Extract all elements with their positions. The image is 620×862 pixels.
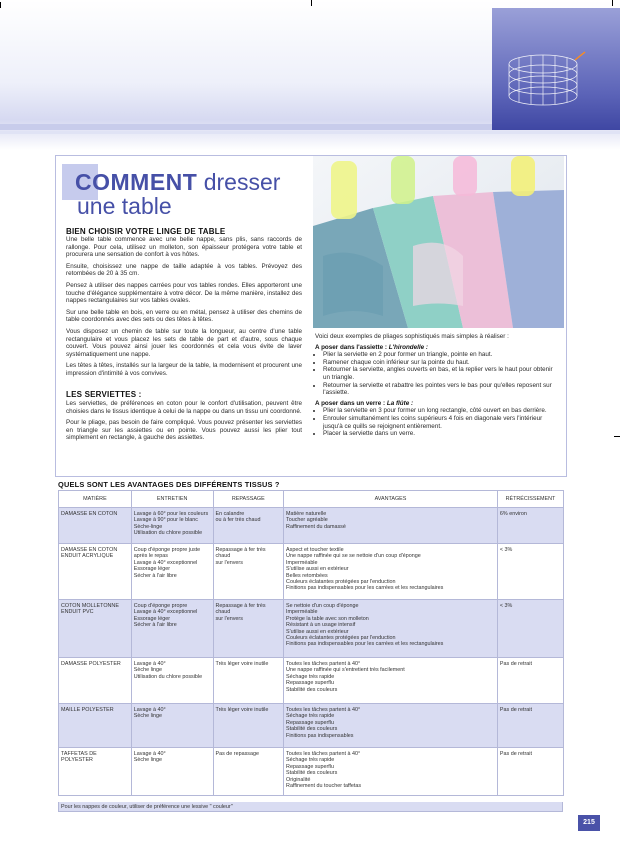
table-cell-repassage: Repassage à fer très chaud sur l'envers — [213, 600, 284, 658]
table-row — [59, 508, 564, 544]
section1-heading: BIEN CHOISIR VOTRE LINGE DE TABLE — [66, 227, 226, 236]
step-item: • Retourner la serviette et rabattre les pointes vers le bas pour qu'elles reposent sur l'assiette. — [323, 382, 561, 397]
table-cell-matiere: TAFFETAS DE POLYESTER — [59, 748, 132, 796]
glass-fold-name: La flûte : — [386, 399, 414, 407]
section2-body — [66, 400, 302, 446]
table-cell-retrecissement: 6% environ — [497, 508, 563, 544]
col-header: MATIÈRE — [59, 491, 132, 508]
paragraph: Les têtes à têtes, installés sur la largeur de la table, la modernisent et procurent une impression d'intimité à vos convives. — [66, 362, 302, 377]
table-cell-avantages: Matière naturelle Toucher agréable Raffinement du damassé — [284, 508, 498, 544]
glass-fold-steps — [315, 407, 561, 437]
table-cell-matiere: COTON MOLLETONNE ENDUIT PVC — [59, 600, 132, 658]
paragraph: Sur une belle table en bois, en verre ou en métal, pensez à utiliser des chemins de table coordonnés avec des sets ou des têtes à têtes. — [66, 308, 302, 324]
table-cell-matiere: DAMASSE EN COTON — [59, 508, 132, 544]
table-cell-retrecissement: Pas de retrait — [497, 748, 563, 796]
plate-fold-steps — [315, 351, 561, 397]
table-cell-retrecissement: Pas de retrait — [497, 704, 563, 748]
table-row — [59, 704, 564, 748]
step-item: • Retourner la serviette, angles ouverts en bas, et la replier vers le haut pour obtenir un triangle. — [323, 366, 561, 381]
table-cell-repassage: Très léger voire inutile — [213, 704, 284, 748]
crop-mark — [612, 0, 613, 6]
paragraph: Pour le pliage, pas besoin de faire compliqué. Vous pouvez présenter les serviettes en triangle sur les assiettes ou en pointe. Vous pouvez aussi les plier tout simplement en rectangle, à gauche des assiettes. — [66, 419, 302, 442]
table-cell-avantages: Toutes les tâches partent à 40° Une nappe raffinée qui s'entretient très facilement Séchage très rapide Repassage superflu Stabilité des couleurs — [284, 658, 498, 704]
paragraph: Une belle table commence avec une belle nappe, sans plis, sans raccords de rallonge. Pour cela, utilisez un molleton, son épaisseur protégera votre table et procurera une sensation de confort à vos hôtes. — [66, 236, 302, 259]
crop-mark — [0, 2, 1, 8]
table-cell-entretien: Coup d'éponge propre juste après le repas Lavage à 40° exceptionnel Essorage léger Sécher à l'air libre — [131, 544, 213, 600]
table-cell-entretien: Lavage à 60° pour les couleurs Lavage à 90° pour le blanc Sèche-linge Utilisation du chlore possible — [131, 508, 213, 544]
col-header: REPASSAGE — [213, 491, 284, 508]
paragraph: Pensez à utiliser des nappes carrées pour vos tables rondes. Elles apporteront une touche d'élégance supplémentaire à votre décor. De la même manière, installez des nappes rectangulaires sur vos tables ovales. — [66, 281, 302, 305]
section2-heading: LES SERVIETTES : — [66, 390, 142, 399]
crop-mark — [311, 0, 312, 6]
banner-stripe — [0, 131, 620, 134]
paragraph: Ensuite, choisissez une nappe de taille adaptée à vos tables. Prévoyez des retombées de 20 à 35 cm. — [66, 262, 302, 278]
title-strong: COMMENT — [75, 169, 198, 195]
fabric-comparison-table — [58, 490, 564, 796]
table-header-row — [59, 491, 564, 508]
plate-fold-prefix: A poser dans l'assiette : — [315, 343, 389, 351]
col-header: ENTRETIEN — [131, 491, 213, 508]
page-number: 215 — [578, 815, 600, 831]
plate-fold-name: L'hirondelle : — [388, 343, 428, 351]
step-item: • Placer la serviette dans un verre. — [323, 430, 561, 438]
table-cell-repassage: Repassage à fer très chaud sur l'envers — [213, 544, 284, 600]
fabric-table-title: QUELS SONT LES AVANTAGES DES DIFFÉRENTS TISSUS ? — [58, 480, 280, 489]
step-item: • Enrouler simultanément les coins supérieurs 4 fois en diagonale vers l'intérieur jusqu'à ce quills se rejoignent entièrement. — [323, 415, 561, 430]
table-cell-matiere: DAMASSE POLYESTER — [59, 658, 132, 704]
table-cell-repassage: En calandre ou à fer très chaud — [213, 508, 284, 544]
plate-fold-heading — [315, 344, 561, 352]
table-row — [59, 748, 564, 796]
col-header: RÉTRÉCISSEMENT — [497, 491, 563, 508]
table-cell-avantages: Se nettoie d'un coup d'éponge Imperméable Protège la table avec son molleton Résistant à un usage intensif S'utilise aussi en extérieur Couleurs éclatantes protégées par l'enduction Finitions pas indispensables pour les carrées et les rectangulaires — [284, 600, 498, 658]
table-cell-entretien: Lavage à 40° Sèche linge — [131, 748, 213, 796]
table-row — [59, 600, 564, 658]
step-item: • Ramener chaque coin inférieur sur la pointe du haut. — [323, 359, 561, 367]
table-cell-retrecissement: < 3% — [497, 544, 563, 600]
table-cell-entretien: Coup d'éponge propre Lavage à 40° exceptionnel Essorage léger Sécher à l'air libre — [131, 600, 213, 658]
paragraph: Vous disposez un chemin de table sur toute la longueur, au centre d'une table rectangulaire et vous placez les sets de table de part et d'autre, sous chaque couvert. Vous pouvez ainsi jouer les coordonnés et cela vous évite de laver systématiquement une nappe. — [66, 327, 302, 358]
paragraph: Les serviettes, de préférences en coton pour le confort d'utilisation, peuvent être choisies dans le tissus identique à celui de la nappe ou dans un tissu uni coordonné. — [66, 400, 302, 415]
table-cell-avantages: Toutes les tâches partent à 40° Séchage très rapide Repassage superflu Stabilité des couleurs Finitions pas indispensables — [284, 704, 498, 748]
table-cell-avantages: Aspect et toucher textile Une nappe raffinée qui se se nettoie d'un coup d'éponge Imperméable S'utilise aussi en extérieur Belles retombées Couleurs éclatantes protégées par l'enduction Finitions pas indispensables pour les carrées et les rectangulaires — [284, 544, 498, 600]
step-item: • Plier la serviette en 3 pour former un long rectangle, côté ouvert en bas derrière. — [323, 407, 561, 415]
folding-instructions — [315, 333, 561, 438]
table-row — [59, 544, 564, 600]
glass-fold-prefix: A poser dans un verre : — [315, 399, 387, 407]
section1-body — [66, 236, 302, 382]
col-header: AVANTAGES — [284, 491, 498, 508]
crop-mark — [614, 436, 620, 437]
title-rest: dresser — [197, 169, 281, 195]
napkins-photo — [313, 156, 564, 328]
table-cell-repassage: Très léger voire inutile — [213, 658, 284, 704]
folding-intro: Voici deux exemples de pliages sophistiqués mais simples à réaliser : — [315, 333, 509, 340]
table-cell-entretien: Lavage à 40° Sèche linge Utilisation du chlore possible — [131, 658, 213, 704]
title-line2: une table — [77, 193, 172, 219]
table-cell-retrecissement: Pas de retrait — [497, 658, 563, 704]
article-title — [75, 170, 280, 218]
step-item: • Plier la serviette en 2 pour former un triangle, pointe en haut. — [323, 351, 561, 359]
table-cell-repassage: Pas de repassage — [213, 748, 284, 796]
table-footnote: Pour les nappes de couleur, utiliser de préférence une lessive " couleur" — [58, 802, 563, 812]
table-cell-retrecissement: < 3% — [497, 600, 563, 658]
glass-fold-heading — [315, 400, 561, 408]
table-cell-matiere: MAILLE POLYESTER — [59, 704, 132, 748]
wireframe-tablecloth-icon — [505, 50, 587, 110]
table-cell-matiere: DAMASSE EN COTON ENDUIT ACRYLIQUE — [59, 544, 132, 600]
table-cell-entretien: Lavage à 40° Sèche linge — [131, 704, 213, 748]
table-cell-avantages: Toutes les tâches partent à 40° Séchage très rapide Repassage superflu Stabilité des couleurs Originalité Raffinement du toucher taffetas — [284, 748, 498, 796]
table-row — [59, 658, 564, 704]
